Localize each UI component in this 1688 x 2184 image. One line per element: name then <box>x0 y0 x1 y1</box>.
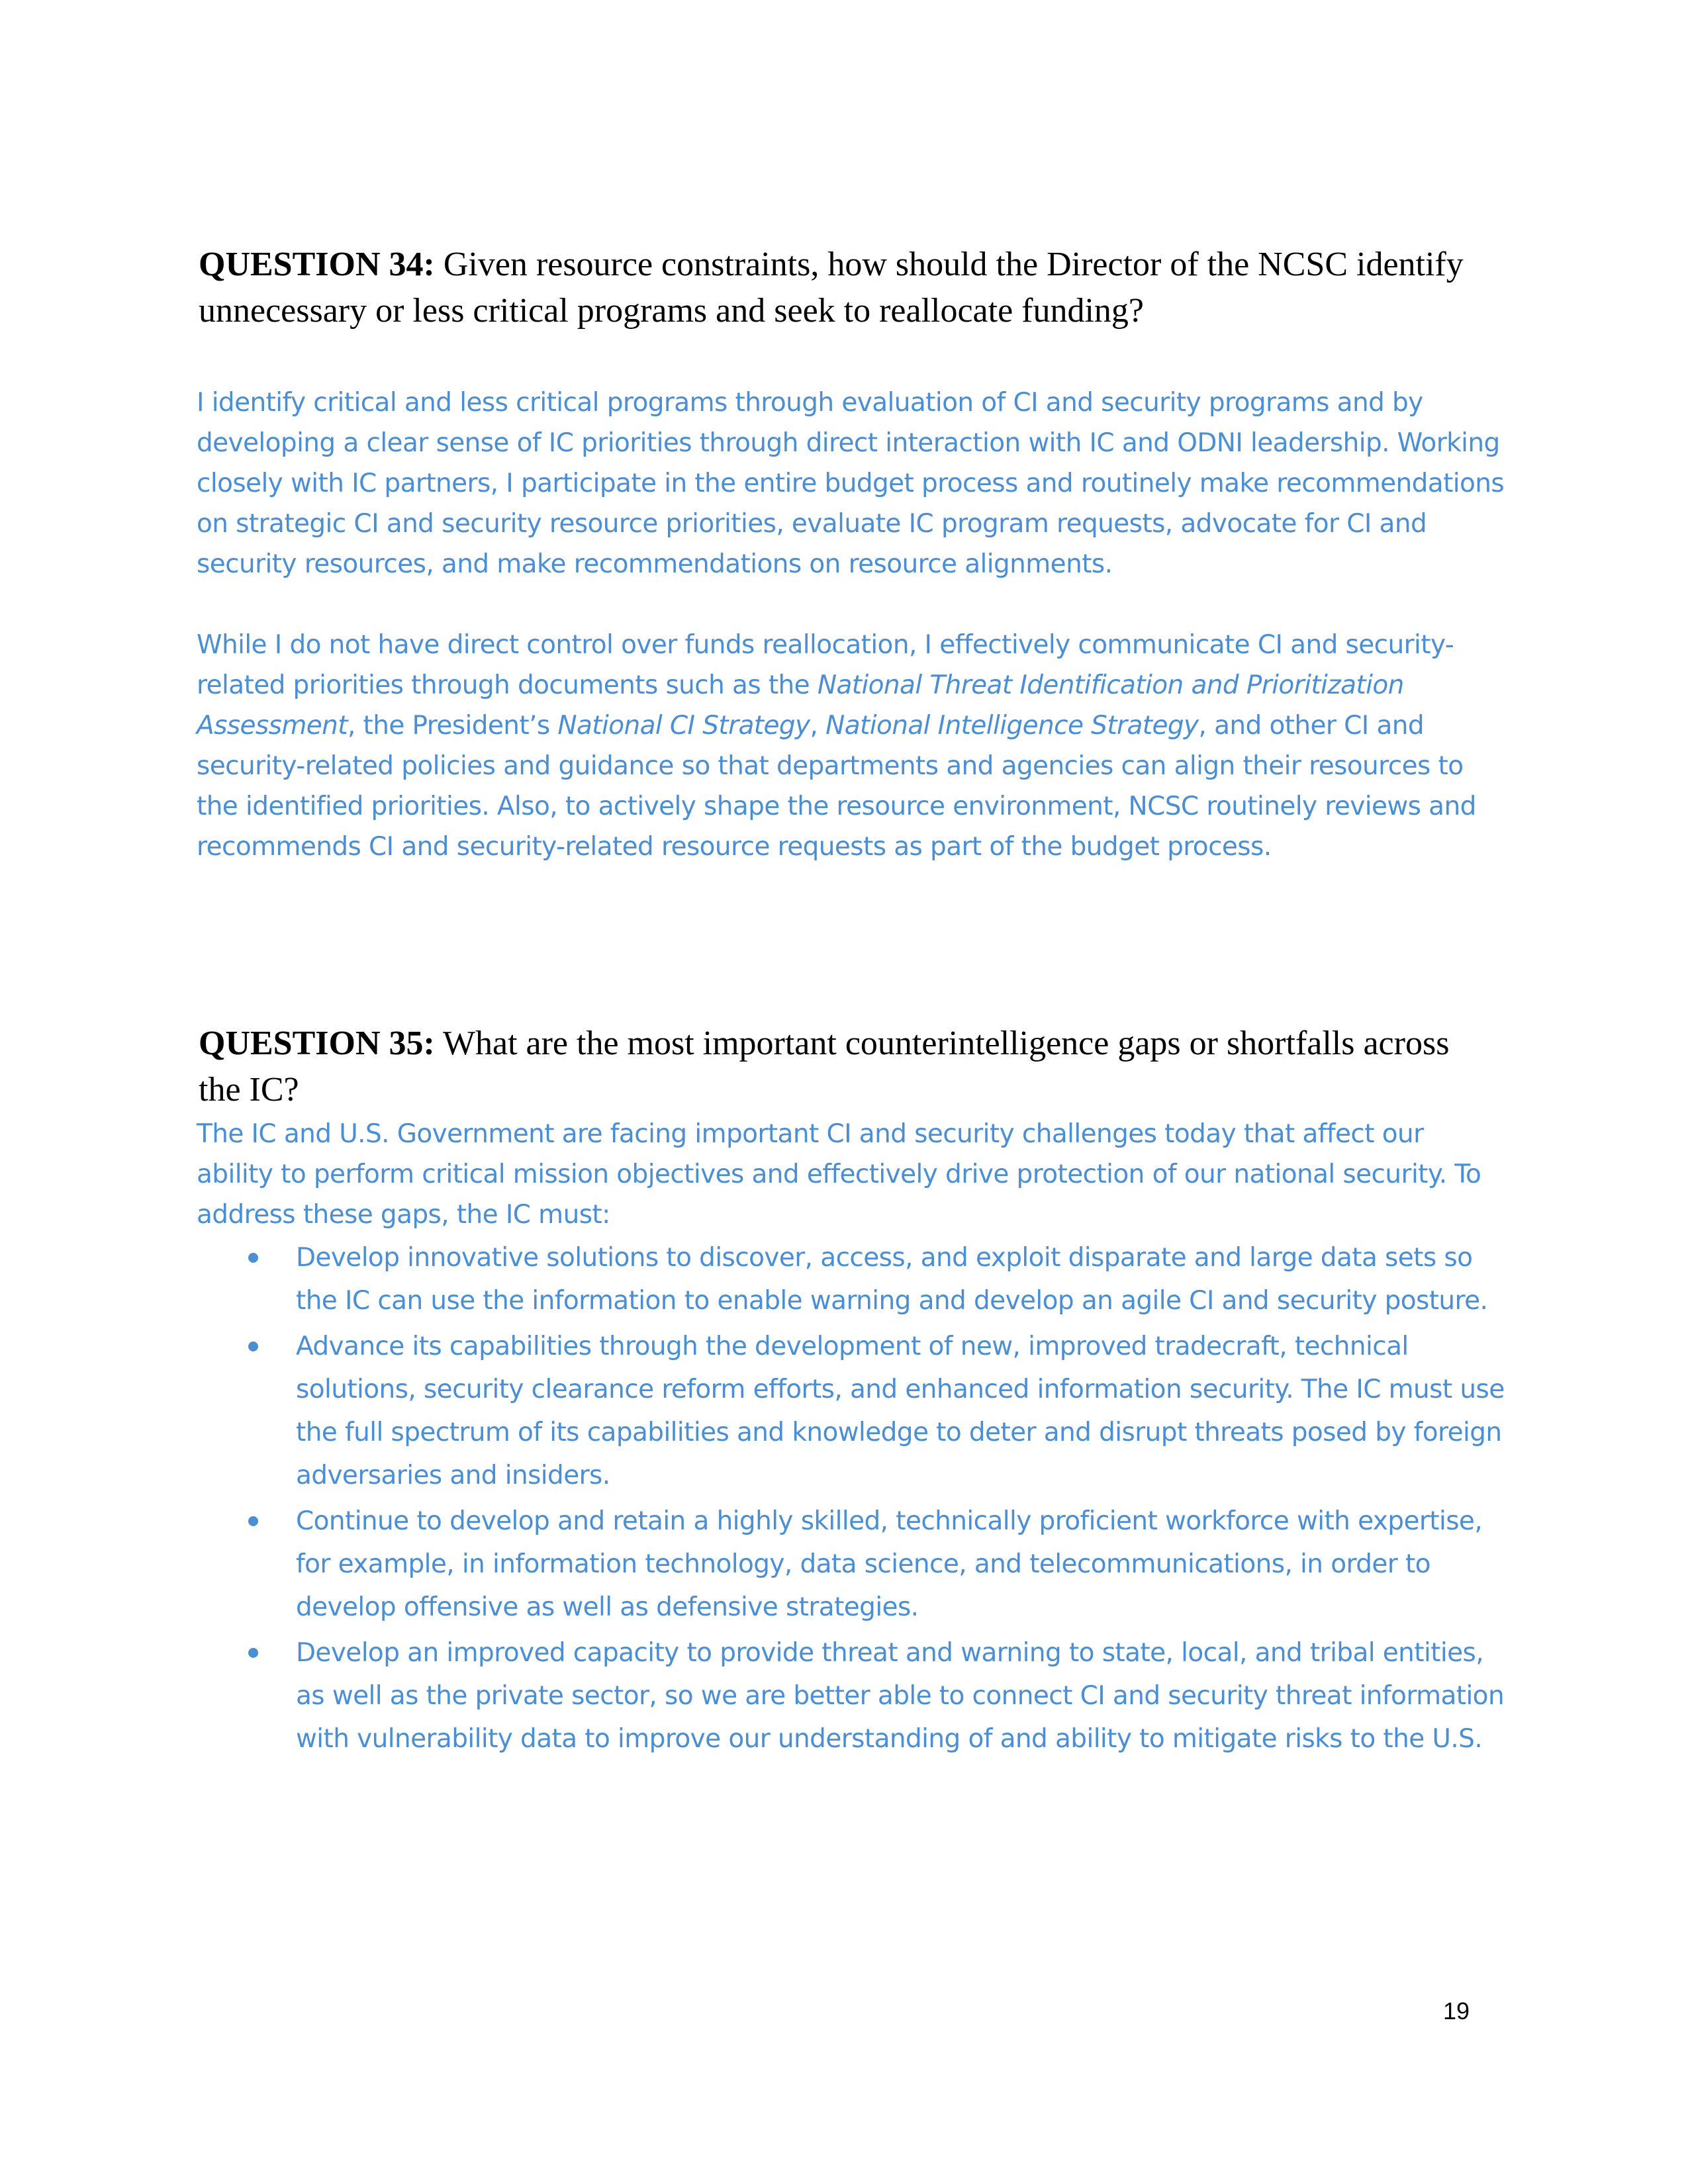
answer-34-text-d: , and other CI and security-related policies and guidance so that departments and agencies can align their resources to the identified priorities. Also, to actively shape the resource environment, NCSC routinely reviews and recommends CI and security-related resource requests as part of the budget process. <box>197 711 1476 862</box>
answer-34-text-c: , <box>810 711 826 741</box>
bullet-icon <box>248 1342 258 1351</box>
answer-34-text-a: While I do not have direct control over funds reallocation, I effectively communicate CI and security-related priorities through documents such as the <box>197 630 1454 700</box>
question-34-label: QUESTION 34: <box>199 246 435 283</box>
question-34-heading <box>199 242 1496 334</box>
answer-34-italic-title-2: National CI Strategy <box>557 711 810 741</box>
bullet-icon <box>248 1516 258 1526</box>
list-item: Continue to develop and retain a highly skilled, technically proficient workforce with expertise, for example, in information technology, data science, and telecommunications, in order to develop offensive as well as defensive strategies. <box>197 1500 1507 1629</box>
answer-35-intro: The IC and U.S. Government are facing important CI and security challenges today that affect our ability to perform critical mission objectives and effectively drive protection of our national security. To address these gaps, the IC must: <box>197 1119 1481 1230</box>
question-35-text: What are the most important counterintelligence gaps or shortfalls across the IC? <box>199 1024 1450 1109</box>
question-35-label: QUESTION 35: <box>199 1024 435 1062</box>
question-34-text: Given resource constraints, how should the Director of the NCSC identify unnecessary or less critical programs and seek to reallocate funding? <box>199 246 1464 330</box>
question-35-answer-intro <box>197 1114 1507 1235</box>
answer-34-italic-title-1: National Threat Identification and Prioritization Assessment <box>197 670 1404 741</box>
list-item: Develop innovative solutions to discover, access, and exploit disparate and large data sets so the IC can use the information to enable warning and develop an agile CI and security posture. <box>197 1236 1507 1322</box>
list-item: Develop an improved capacity to provide threat and warning to state, local, and tribal entities, as well as the private sector, so we are better able to connect CI and security threat information with vulnerability data to improve our understanding of and ability to mitigate risks to the U.S. <box>197 1631 1507 1760</box>
question-35-heading <box>199 1021 1496 1113</box>
answer-34-text-b: , the President’s <box>347 711 558 741</box>
page-number: 19 <box>1443 1997 1470 2025</box>
answer-34-paragraph-2 <box>197 625 1507 867</box>
bullet-icon <box>248 1648 258 1658</box>
answer-34-italic-title-3: National Intelligence Strategy <box>825 711 1199 741</box>
bullet-icon <box>248 1253 258 1263</box>
question-35-bullet-list <box>197 1236 1507 1763</box>
answer-34-paragraph-1: I identify critical and less critical programs through evaluation of CI and security programs and by developing a clear sense of IC priorities through direct interaction with IC and ODNI leadership. Working closely with IC partners, I participate in the entire budget process and routinely make recommendations on strategic CI and security resource priorities, evaluate IC program requests, advocate for CI and security resources, and make recommendations on resource alignments. <box>197 388 1505 579</box>
question-34-answer <box>197 383 1507 867</box>
list-item: Advance its capabilities through the development of new, improved tradecraft, technical solutions, security clearance reform efforts, and enhanced information security. The IC must use the full spectrum of its capabilities and knowledge to deter and disrupt threats posed by foreign adversaries and insiders. <box>197 1325 1507 1497</box>
